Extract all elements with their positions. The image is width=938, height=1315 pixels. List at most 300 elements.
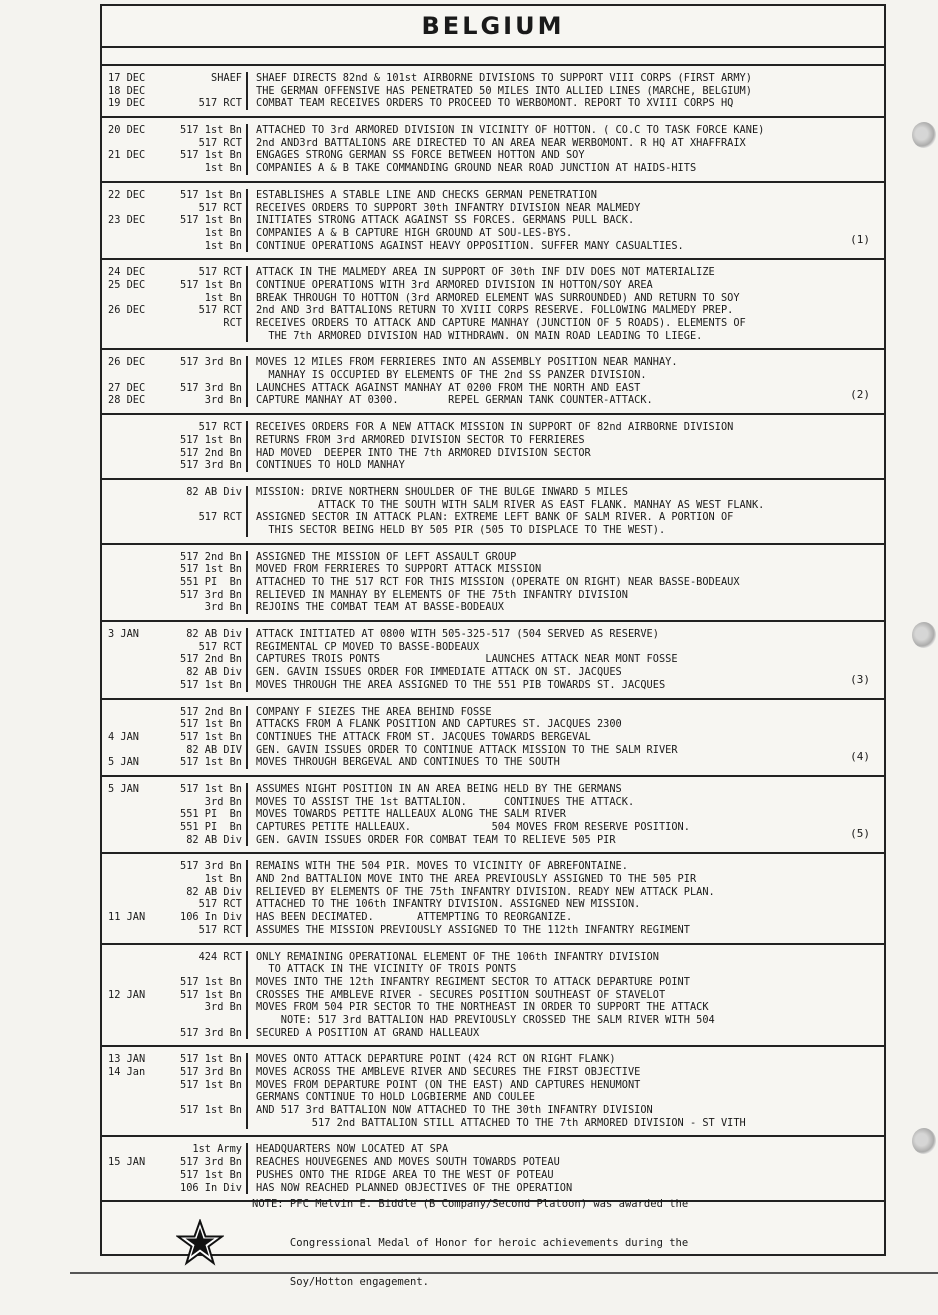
- entry-date: [102, 576, 152, 589]
- date-unit-row: [102, 756, 242, 769]
- date-unit-row: [102, 214, 242, 227]
- entry-date: [102, 330, 152, 343]
- date-unit-row: [102, 189, 242, 202]
- entry-date: 19 DEC: [108, 97, 146, 110]
- event-line: COMBAT TEAM RECEIVES ORDERS TO PROCEED TO WERBOMONT. REPORT TO XVIII CORPS HQ: [256, 97, 734, 110]
- footnote-section: [102, 1197, 884, 1288]
- footnote-line: Congressional Medal of Honor for heroic achievements during the: [252, 1236, 689, 1249]
- event-line: CONTINUE OPERATIONS AGAINST HEAVY OPPOSITION. SUFFER MANY CASUALTIES.: [256, 239, 684, 252]
- event-column: [248, 860, 884, 936]
- event-column: [248, 189, 884, 252]
- event-line: AND 517 3rd BATTALION NOW ATTACHED TO THE 30th INFANTRY DIVISION: [256, 1104, 653, 1117]
- entry-date: [102, 227, 152, 240]
- date-unit-row: [102, 628, 242, 641]
- event-line: MOVES THROUGH THE AREA ASSIGNED TO THE 551 PIB TOWARDS ST. JACQUES: [256, 678, 666, 691]
- chronology-section: [102, 415, 884, 480]
- entry-unit: 517 1st Bn: [180, 678, 242, 691]
- event-column: [248, 783, 884, 846]
- entry-date: [102, 1001, 152, 1014]
- event-line: MOVES INTO THE 12th INFANTRY REGIMENT SECTOR TO ATTACK DEPARTURE POINT: [256, 975, 690, 988]
- event-line: CONTINUES TO HOLD MANHAY: [256, 459, 405, 472]
- entry-unit: 3rd Bn: [204, 601, 242, 614]
- entry-unit: 3rd Bn: [204, 394, 242, 407]
- entry-date: 11 JAN: [108, 911, 146, 924]
- event-line: CROSSES THE AMBLEVE RIVER - SECURES POSITION SOUTHEAST OF STAVELOT: [256, 988, 666, 1001]
- entry-date: [102, 369, 152, 382]
- entry-unit: 517 1st Bn: [180, 149, 242, 162]
- entry-unit: 517 1st Bn: [180, 124, 242, 137]
- date-unit-row: [102, 666, 242, 679]
- punch-hole: [912, 122, 936, 148]
- entry-date: [102, 459, 152, 472]
- entry-unit: 517 1st Bn: [180, 782, 242, 795]
- entry-unit: 517 2nd Bn: [180, 653, 242, 666]
- entry-unit: 517 RCT: [198, 640, 242, 653]
- event-column: [248, 124, 884, 175]
- event-line: HEADQUARTERS NOW LOCATED AT SPA: [256, 1143, 449, 1156]
- event-line: MOVES THROUGH BERGEVAL AND CONTINUES TO THE SOUTH: [256, 756, 560, 769]
- event-line: RELIEVED BY ELEMENTS OF THE 75th INFANTRY DIVISION. READY NEW ATTACK PLAN.: [256, 885, 715, 898]
- entry-date: [102, 499, 152, 512]
- event-line: COMPANIES A & B CAPTURE HIGH GROUND AT SOU-LES-BYS.: [256, 226, 573, 239]
- entry-unit: 1st Bn: [204, 226, 242, 239]
- event-line: ESTABLISHES A STABLE LINE AND CHECKS GERMAN PENETRATION: [256, 188, 597, 201]
- entry-unit: 517 RCT: [198, 898, 242, 911]
- date-unit-row: [102, 679, 242, 692]
- entry-date: 5 JAN: [108, 782, 139, 795]
- punch-hole: [912, 622, 936, 648]
- date-unit-row: [102, 1091, 242, 1104]
- event-line: CONTINUE OPERATIONS WITH 3rd ARMORED DIVISION IN HOTTON/SOY AREA: [256, 278, 653, 291]
- entry-date: 26 DEC: [108, 356, 146, 369]
- entry-date: 23 DEC: [108, 214, 146, 227]
- event-line: LAUNCHES ATTACK AGAINST MANHAY AT 0200 FROM THE NORTH AND EAST: [256, 381, 641, 394]
- event-line: MANHAY IS OCCUPIED BY ELEMENTS OF THE 2nd SS PANZER DIVISION.: [256, 369, 647, 382]
- date-unit-row: [102, 447, 242, 460]
- event-line: INITIATES STRONG ATTACK AGAINST SS FORCES. GERMANS PULL BACK.: [256, 214, 635, 227]
- entry-unit: 1st Army: [192, 1143, 242, 1156]
- punch-hole: [912, 1128, 936, 1154]
- entry-date: 20 DEC: [108, 124, 146, 137]
- entry-unit: 517 3rd Bn: [180, 1156, 242, 1169]
- entry-unit: 82 AB DIV: [186, 743, 242, 756]
- entry-date: [102, 679, 152, 692]
- event-line: MOVES 12 MILES FROM FERRIERES INTO AN ASSEMBLY POSITION NEAR MANHAY.: [256, 356, 678, 369]
- entry-date: [102, 589, 152, 602]
- entry-unit: 551 PI Bn: [180, 576, 242, 588]
- event-line: BREAK THROUGH TO HOTTON (3rd ARMORED ELEMENT WAS SURROUNDED) AND RETURN TO SOY: [256, 291, 740, 304]
- event-line: ATTACK TO THE SOUTH WITH SALM RIVER AS EAST FLANK. MANHAY AS WEST FLANK.: [256, 498, 765, 511]
- date-unit-row: [102, 124, 242, 137]
- date-unit-row: [102, 97, 242, 110]
- date-unit-column: [102, 189, 248, 252]
- entry-unit: [152, 963, 242, 976]
- date-unit-row: [102, 279, 242, 292]
- date-unit-row: [102, 304, 242, 317]
- event-line: PUSHES ONTO THE RIDGE AREA TO THE WEST OF POTEAU: [256, 1168, 554, 1181]
- entry-unit: 517 3rd Bn: [180, 459, 242, 472]
- entry-unit: 517 1st Bn: [180, 563, 242, 576]
- entry-unit: [152, 1014, 242, 1027]
- entry-unit: 517 RCT: [198, 923, 242, 936]
- event-line: MOVED FROM FERRIERES TO SUPPORT ATTACK MISSION: [256, 563, 542, 576]
- note-reference: (1): [850, 233, 870, 247]
- entry-unit: 82 AB Div: [186, 666, 242, 679]
- date-unit-row: [102, 951, 242, 964]
- entry-unit: 517 1st Bn: [180, 214, 242, 227]
- entry-unit: SHAEF: [211, 72, 242, 84]
- event-line: ENGAGES STRONG GERMAN SS FORCE BETWEEN HOTTON AND SOY: [256, 149, 585, 162]
- chronology-section: [102, 183, 884, 260]
- footnote-text: [252, 1172, 688, 1315]
- event-line: HAS NOW REACHED PLANNED OBJECTIVES OF THE OPERATION: [256, 1181, 573, 1194]
- entry-date: 3 JAN: [108, 628, 139, 641]
- date-unit-column: [102, 706, 248, 769]
- date-unit-row: [102, 1104, 242, 1117]
- entry-date: [102, 666, 152, 679]
- entry-unit: 3rd Bn: [204, 1001, 242, 1014]
- document-page: [100, 4, 886, 1288]
- entry-date: [102, 976, 152, 989]
- entry-date: [102, 1117, 152, 1130]
- entry-unit: [152, 1091, 242, 1104]
- entry-date: [102, 1027, 152, 1040]
- event-line: ATTACK IN THE MALMEDY AREA IN SUPPORT OF 30th INF DIV DOES NOT MATERIALIZE: [256, 266, 715, 279]
- date-unit-row: [102, 1001, 242, 1014]
- event-line: HAS BEEN DECIMATED. ATTEMPTING TO REORGANIZE.: [256, 911, 573, 924]
- entry-unit: 551 PI Bn: [180, 808, 242, 821]
- entry-date: [102, 1182, 152, 1195]
- entry-date: [102, 434, 152, 447]
- event-line: 2nd AND 3rd BATTALIONS RETURN TO XVIII CORPS RESERVE. FOLLOWING MALMEDY PREP.: [256, 304, 734, 317]
- entry-date: [102, 1091, 152, 1104]
- entry-date: [102, 1079, 152, 1092]
- date-unit-row: [102, 369, 242, 382]
- event-line: REJOINS THE COMBAT TEAM AT BASSE-BODEAUX: [256, 601, 504, 614]
- event-column: [248, 628, 884, 691]
- entry-unit: 517 1st Bn: [180, 756, 242, 769]
- date-unit-row: [102, 911, 242, 924]
- title-bar: [102, 6, 884, 48]
- date-unit-row: [102, 924, 242, 937]
- entry-date: [102, 1169, 152, 1182]
- note-reference: (2): [850, 388, 870, 402]
- entry-date: [102, 1014, 152, 1027]
- event-line: ATTACK INITIATED AT 0800 WITH 505-325-517 (504 SERVED AS RESERVE): [256, 628, 659, 641]
- date-unit-column: [102, 486, 248, 537]
- date-unit-row: [102, 886, 242, 899]
- entry-date: 22 DEC: [108, 188, 146, 201]
- date-unit-column: [102, 1143, 248, 1194]
- entry-unit: 517 1st Bn: [180, 433, 242, 446]
- date-unit-row: [102, 72, 242, 85]
- entry-unit: 106 In Div: [180, 1181, 242, 1194]
- entry-unit: 1st Bn: [204, 239, 242, 252]
- entry-unit: 517 2nd Bn: [180, 446, 242, 459]
- note-reference: (3): [850, 672, 870, 686]
- event-line: HAD MOVED DEEPER INTO THE 7th ARMORED DIVISION SECTOR: [256, 446, 591, 459]
- entry-unit: 82 AB Div: [186, 485, 242, 498]
- entry-unit: 517 RCT: [198, 136, 242, 149]
- date-unit-row: [102, 718, 242, 731]
- date-unit-row: [102, 653, 242, 666]
- entry-date: [102, 924, 152, 937]
- date-unit-row: [102, 1182, 242, 1195]
- entry-unit: 517 2nd Bn: [180, 550, 242, 563]
- event-line: CONTINUES THE ATTACK FROM ST. JACQUES TOWARDS BERGEVAL: [256, 730, 591, 743]
- event-line: ASSIGNED SECTOR IN ATTACK PLAN: EXTREME LEFT BANK OF SALM RIVER. A PORTION OF: [256, 511, 734, 524]
- entry-date: 27 DEC: [108, 381, 146, 394]
- entry-date: [102, 641, 152, 654]
- event-line: ONLY REMAINING OPERATIONAL ELEMENT OF THE 106th INFANTRY DIVISION: [256, 950, 659, 963]
- entry-unit: 517 3rd Bn: [180, 1066, 242, 1078]
- entry-unit: [152, 1117, 242, 1130]
- date-unit-column: [102, 951, 248, 1040]
- event-line: MOVES FROM 504 PIR SECTOR TO THE NORTHEAST IN ORDER TO SUPPORT THE ATTACK: [256, 1001, 709, 1014]
- entry-unit: [152, 499, 242, 512]
- date-unit-row: [102, 85, 242, 98]
- entry-date: 15 JAN: [108, 1156, 146, 1169]
- event-line: RELIEVED IN MANHAY BY ELEMENTS OF THE 75th INFANTRY DIVISION: [256, 588, 628, 601]
- event-column: [248, 421, 884, 472]
- event-line: GERMANS CONTINUE TO HOLD LOGBIERME AND COULEE: [256, 1091, 535, 1104]
- event-line: THE 7th ARMORED DIVISION HAD WITHDRAWN. ON MAIN ROAD LEADING TO LIEGE.: [256, 329, 703, 342]
- entry-date: [102, 744, 152, 757]
- event-line: ATTACHED TO THE 517 RCT FOR THIS MISSION (OPERATE ON RIGHT) NEAR BASSE-BODEAUX: [256, 576, 740, 588]
- date-unit-column: [102, 628, 248, 691]
- entry-date: [102, 808, 152, 821]
- entry-date: [102, 137, 152, 150]
- event-column: [248, 72, 884, 110]
- entry-date: 18 DEC: [108, 84, 146, 97]
- entry-unit: 517 1st Bn: [180, 188, 242, 201]
- date-unit-row: [102, 1027, 242, 1040]
- date-unit-row: [102, 1169, 242, 1182]
- entry-unit: 517 1st Bn: [180, 975, 242, 988]
- event-line: TO ATTACK IN THE VICINITY OF TROIS PONTS: [256, 963, 517, 976]
- entry-unit: 517 1st Bn: [180, 1053, 242, 1066]
- date-unit-row: [102, 576, 242, 589]
- date-unit-row: [102, 1156, 242, 1169]
- chronology-section: [102, 945, 884, 1048]
- entry-date: 26 DEC: [108, 304, 146, 317]
- date-unit-row: [102, 551, 242, 564]
- entry-date: [102, 317, 152, 330]
- entry-unit: 517 1st Bn: [180, 730, 242, 743]
- date-unit-row: [102, 601, 242, 614]
- date-unit-row: [102, 860, 242, 873]
- date-unit-row: [102, 1014, 242, 1027]
- date-unit-column: [102, 72, 248, 110]
- date-unit-row: [102, 317, 242, 330]
- date-unit-row: [102, 137, 242, 150]
- entry-unit: 517 RCT: [198, 97, 242, 110]
- event-line: THE GERMAN OFFENSIVE HAS PENETRATED 50 MILES INTO ALLIED LINES (MARCHE, BELGIUM): [256, 84, 752, 97]
- date-unit-row: [102, 808, 242, 821]
- date-unit-row: [102, 641, 242, 654]
- date-unit-row: [102, 330, 242, 343]
- date-unit-row: [102, 1053, 242, 1066]
- entry-unit: 517 RCT: [198, 201, 242, 214]
- event-line: RECEIVES ORDERS TO ATTACK AND CAPTURE MANHAY (JUNCTION OF 5 ROADS). ELEMENTS OF: [256, 317, 746, 329]
- entry-date: [102, 551, 152, 564]
- date-unit-row: [102, 292, 242, 305]
- entry-unit: 517 1st Bn: [180, 1168, 242, 1181]
- entry-unit: 517 2nd Bn: [180, 705, 242, 718]
- date-unit-row: [102, 394, 242, 407]
- chronology-section: [102, 700, 884, 777]
- date-unit-row: [102, 744, 242, 757]
- entry-date: [102, 653, 152, 666]
- entry-date: 5 JAN: [108, 756, 139, 769]
- entry-date: [102, 240, 152, 253]
- event-line: SECURED A POSITION AT GRAND HALLEAUX: [256, 1026, 480, 1039]
- date-unit-column: [102, 421, 248, 472]
- event-line: AND 2nd BATTALION MOVE INTO THE AREA PREVIOUSLY ASSIGNED TO THE 505 PIR: [256, 873, 697, 886]
- entry-date: [102, 292, 152, 305]
- entry-date: [102, 601, 152, 614]
- entry-date: 25 DEC: [108, 278, 146, 291]
- entry-unit: 517 1st Bn: [180, 278, 242, 291]
- entry-unit: [152, 369, 242, 382]
- event-line: ASSUMES THE MISSION PREVIOUSLY ASSIGNED TO THE 112th INFANTRY REGIMENT: [256, 923, 690, 936]
- entry-date: [102, 511, 152, 524]
- event-line: 517 2nd BATTALION STILL ATTACHED TO THE 7th ARMORED DIVISION - ST VITH: [256, 1116, 746, 1129]
- date-unit-row: [102, 834, 242, 847]
- date-unit-column: [102, 124, 248, 175]
- chronology-section: [102, 260, 884, 350]
- event-line: MOVES ONTO ATTACK DEPARTURE POINT (424 RCT ON RIGHT FLANK): [256, 1053, 616, 1066]
- entry-unit: 517 1st Bn: [180, 988, 242, 1001]
- date-unit-row: [102, 421, 242, 434]
- date-unit-row: [102, 240, 242, 253]
- date-unit-row: [102, 511, 242, 524]
- entry-unit: 517 3rd Bn: [180, 860, 242, 873]
- entry-unit: 517 1st Bn: [180, 1078, 242, 1091]
- date-unit-row: [102, 898, 242, 911]
- entry-unit: [152, 85, 242, 98]
- date-unit-row: [102, 783, 242, 796]
- date-unit-column: [102, 551, 248, 614]
- entry-date: 21 DEC: [108, 149, 146, 162]
- entry-date: [102, 421, 152, 434]
- date-unit-column: [102, 783, 248, 846]
- event-column: [248, 951, 884, 1040]
- date-unit-row: [102, 202, 242, 215]
- event-column: [248, 486, 884, 537]
- entry-unit: 82 AB Div: [186, 628, 242, 641]
- event-column: [248, 1053, 884, 1129]
- chronology-section: [102, 1047, 884, 1137]
- date-unit-row: [102, 382, 242, 395]
- event-line: RETURNS FROM 3rd ARMORED DIVISION SECTOR TO FERRIERES: [256, 433, 585, 446]
- date-unit-row: [102, 989, 242, 1002]
- entry-unit: 517 3rd Bn: [180, 356, 242, 369]
- entry-date: 28 DEC: [108, 394, 146, 407]
- date-unit-row: [102, 976, 242, 989]
- entry-date: [102, 898, 152, 911]
- event-line: REGIMENTAL CP MOVED TO BASSE-BODEAUX: [256, 640, 480, 653]
- date-unit-row: [102, 1143, 242, 1156]
- entry-unit: [152, 524, 242, 537]
- event-line: ATTACHED TO THE 106th INFANTRY DIVISION. ASSIGNED NEW MISSION.: [256, 898, 641, 911]
- event-line: RECEIVES ORDERS FOR A NEW ATTACK MISSION IN SUPPORT OF 82nd AIRBORNE DIVISION: [256, 421, 734, 434]
- date-unit-row: [102, 873, 242, 886]
- chronology-section: [102, 622, 884, 699]
- date-unit-row: [102, 149, 242, 162]
- entry-unit: [152, 330, 242, 343]
- entry-date: 17 DEC: [108, 72, 146, 84]
- note-reference: (4): [850, 749, 870, 763]
- chronology-section: [102, 118, 884, 183]
- entry-unit: 106 In Div: [180, 911, 242, 924]
- chronology-section: [102, 350, 884, 415]
- date-unit-row: [102, 524, 242, 537]
- event-line: CAPTURES PETITE HALLEAUX. 504 MOVES FROM RESERVE POSITION.: [256, 821, 690, 833]
- event-line: COMPANIES A & B TAKE COMMANDING GROUND NEAR ROAD JUNCTION AT HAIDS-HITS: [256, 162, 697, 175]
- date-unit-row: [102, 1079, 242, 1092]
- date-unit-column: [102, 266, 248, 342]
- entry-unit: 1st Bn: [204, 291, 242, 304]
- chronology-section: [102, 480, 884, 545]
- entry-date: [102, 860, 152, 873]
- date-unit-row: [102, 162, 242, 175]
- date-unit-row: [102, 1117, 242, 1130]
- entry-unit: 517 RCT: [198, 511, 242, 524]
- event-line: MOVES FROM DEPARTURE POINT (ON THE EAST) AND CAPTURES HENUMONT: [256, 1078, 641, 1091]
- event-line: 2nd AND3rd BATTALIONS ARE DIRECTED TO AN AREA NEAR WERBOMONT. R HQ AT XHAFFRAIX: [256, 136, 746, 149]
- entry-unit: 82 AB Div: [186, 885, 242, 898]
- chronology-table: [102, 64, 884, 1202]
- entry-unit: 517 RCT: [198, 421, 242, 434]
- date-unit-row: [102, 821, 242, 834]
- event-line: GEN. GAVIN ISSUES ORDER FOR IMMEDIATE ATTACK ON ST. JACQUES: [256, 666, 622, 679]
- date-unit-row: [102, 499, 242, 512]
- entry-unit: RCT: [223, 317, 242, 329]
- entry-date: 13 JAN: [108, 1053, 146, 1066]
- entry-unit: 517 3rd Bn: [180, 381, 242, 394]
- entry-unit: 551 PI Bn: [180, 821, 242, 833]
- event-line: ASSUMES NIGHT POSITION IN AN AREA BEING HELD BY THE GERMANS: [256, 782, 622, 795]
- event-line: MOVES ACROSS THE AMBLEVE RIVER AND SECURES THE FIRST OBJECTIVE: [256, 1066, 641, 1078]
- date-unit-row: [102, 963, 242, 976]
- event-line: NOTE: 517 3rd BATTALION HAD PREVIOUSLY CROSSED THE SALM RIVER WITH 504: [256, 1013, 715, 1026]
- chronology-section: [102, 66, 884, 118]
- page-title: BELGIUM: [421, 12, 565, 40]
- date-unit-row: [102, 731, 242, 744]
- entry-unit: 517 3rd Bn: [180, 1026, 242, 1039]
- date-unit-row: [102, 356, 242, 369]
- entry-date: [102, 162, 152, 175]
- entry-unit: 82 AB Div: [186, 833, 242, 846]
- entry-date: [102, 706, 152, 719]
- event-column: [248, 706, 884, 769]
- entry-unit: 517 3rd Bn: [180, 588, 242, 601]
- entry-date: [102, 821, 152, 834]
- event-line: ATTACKS FROM A FLANK POSITION AND CAPTURES ST. JACQUES 2300: [256, 718, 622, 731]
- event-column: [248, 356, 884, 407]
- entry-date: [102, 447, 152, 460]
- entry-date: 4 JAN: [108, 730, 139, 743]
- entry-date: [102, 563, 152, 576]
- event-column: [248, 551, 884, 614]
- entry-date: [102, 524, 152, 537]
- event-column: [248, 266, 884, 342]
- footnote-line: Soy/Hotton engagement.: [252, 1275, 430, 1288]
- event-line: MOVES TO ASSIST THE 1st BATTALION. CONTINUES THE ATTACK.: [256, 795, 635, 808]
- entry-date: [102, 486, 152, 499]
- footnote-line: NOTE: PFC Melvin E. Biddle (B Company/Second Platoon) was awarded the: [252, 1197, 689, 1210]
